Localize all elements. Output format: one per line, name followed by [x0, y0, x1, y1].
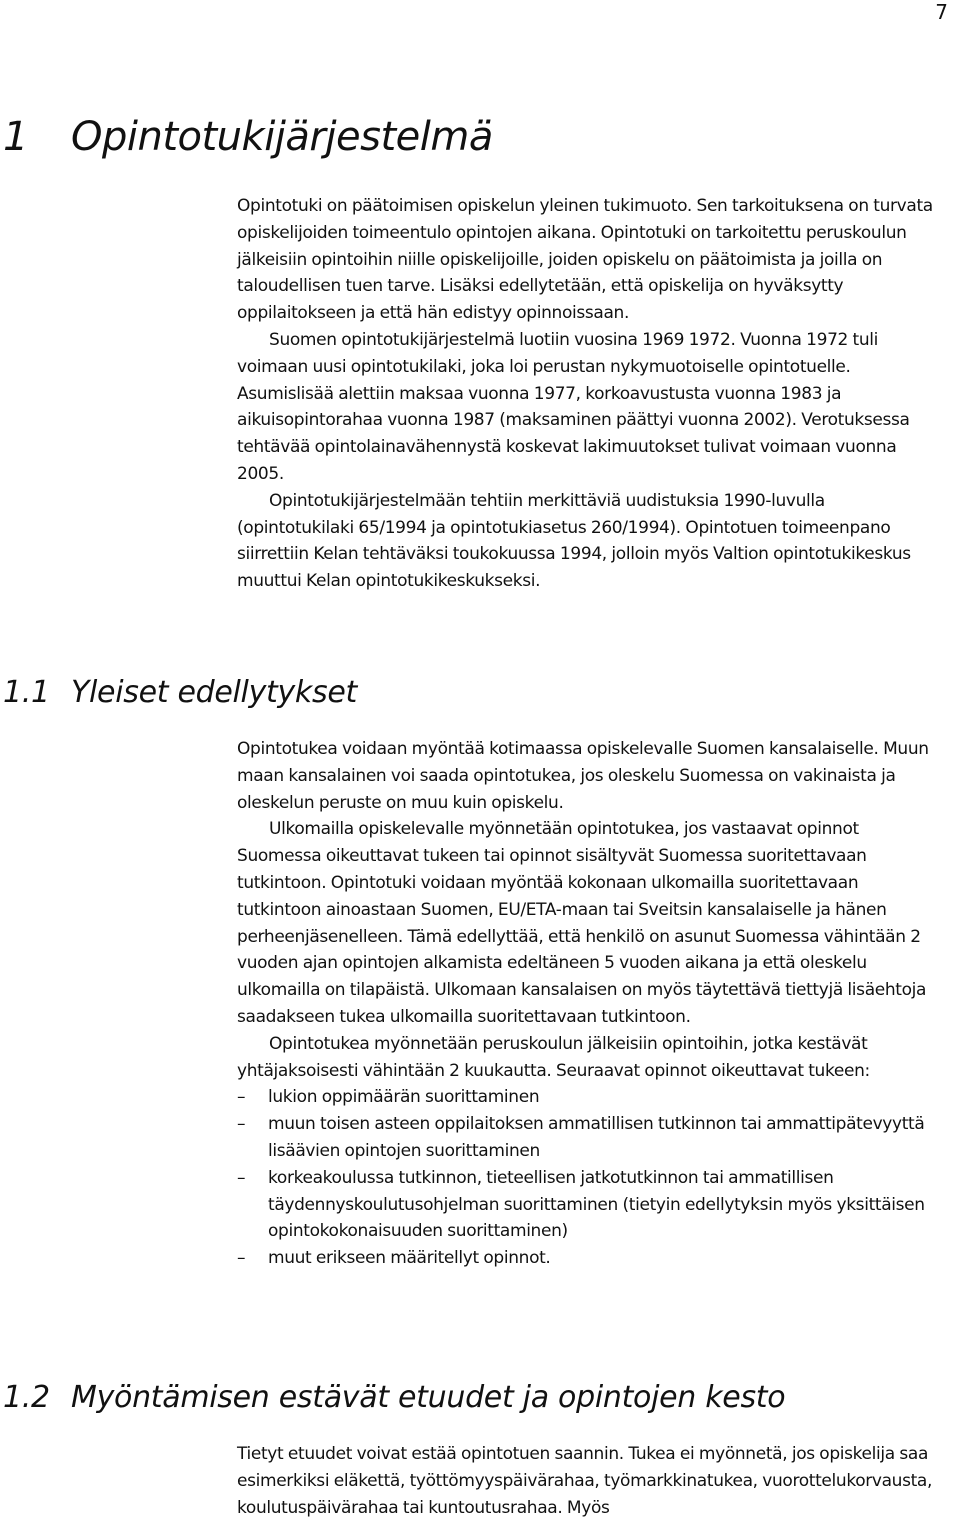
section-1-2-body [237, 1441, 937, 1521]
section-number: 1.1 [3, 675, 50, 710]
eligible-studies-list [237, 1084, 937, 1272]
list-item-text: korkeakoulussa tutkinnon, tieteellisen jatkotutkinnon tai ammatillisen täydennyskoulutusohjelman suorittaminen (tietyin edellytyksin myös yksittäisen opintokokonaisuuden suorittaminen) [268, 1167, 925, 1242]
section-heading-1-2 [3, 1380, 785, 1415]
dash-bullet: – [237, 1114, 246, 1135]
section-heading-1 [3, 114, 493, 160]
paragraph: Suomen opintotukijärjestelmä luotiin vuosina 1969 1972. Vuonna 1972 tuli voimaan uusi opintotukilaki, joka loi perustan nykymuotoiselle opintotuelle. Asumislisää alettiin maksaa vuonna 1977, korkoavustusta vuonna 1983 ja aikuisopintorahaa vuonna 1987 (maksaminen päättyi vuonna 2002). Verotuksessa tehtävää opintolainavähennystä koskevat lakimuutokset tulivat voimaan vuonna 2005. [237, 329, 910, 484]
paragraph: Ulkomailla opiskelevalle myönnetään opintotukea, jos vastaavat opinnot Suomessa oikeuttavat tukeen tai opinnot sisältyvät Suomessa suoritettavaan tutkintoon. Opintotuki voidaan myöntää kokonaan ulkomailla suoritettavaan tutkintoon ainoastaan Suomen, EU/ETA-maan tai Sveitsin kansalaiselle ja hänen perheenjäsenelleen. Tämä edellyttää, että henkilö on asunut Suomessa vähintään 2 vuoden ajan opintojen alkamista edeltäneen 5 vuoden aikana ja että oleskelu ulkomailla on tilapäistä. Ulkomaan kansalaisen on myös täytettävä tiettyjä lisäehtoja saadakseen tukea ulkomailla suoritettavaan tutkintoon. [237, 819, 927, 1027]
section-number: 1 [3, 114, 28, 160]
list-item [237, 1111, 937, 1165]
dash-bullet: – [237, 1087, 246, 1108]
paragraph: Opintotukea myönnetään peruskoulun jälkeisiin opintoihin, jotka kestävät yhtäjaksoisesti vähintään 2 kuukautta. Seuraavat opinnot oikeuttavat tukeen: [237, 1033, 870, 1081]
page-number: 7 [935, 0, 948, 24]
paragraph: Opintotukea voidaan myöntää kotimaassa opiskelevalle Suomen kansalaiselle. Muun maan kansalainen voi saada opintotukea, jos oleskelu Suomessa on vakinaista ja oleskelun peruste on muu kuin opiskelu. [237, 739, 929, 813]
paragraph: Tietyt etuudet voivat estää opintotuen saannin. Tukea ei myönnetä, jos opiskelija saa esimerkiksi eläkettä, työttömyyspäivärahaa, työmarkkinatukea, vuorottelukorvausta, koulutuspäivärahaa tai kuntoutusrahaa. Myös [237, 1444, 933, 1518]
list-item-text: lukion oppimäärän suorittaminen [268, 1087, 540, 1108]
dash-bullet: – [237, 1248, 246, 1269]
paragraph: Opintotukijärjestelmään tehtiin merkittäviä uudistuksia 1990-luvulla (opintotukilaki 65/1994 ja opintotukiasetus 260/1994). Opintotuen toimeenpano siirrettiin Kelan tehtäväksi toukokuussa 1994, jolloin myös Valtion opintotukikeskus muuttui Kelan opintotukikeskukseksi. [237, 490, 911, 592]
list-item [237, 1084, 937, 1111]
section-title: Myöntämisen estävät etuudet ja opintojen kesto [71, 1380, 786, 1415]
list-item [237, 1165, 937, 1245]
list-item [237, 1245, 937, 1272]
list-item-text: muut erikseen määritellyt opinnot. [268, 1248, 551, 1269]
section-1-body [237, 193, 937, 595]
section-heading-1-1 [3, 675, 357, 710]
section-1-1-body [237, 736, 937, 1272]
dash-bullet: – [237, 1167, 246, 1188]
list-item-text: muun toisen asteen oppilaitoksen ammatillisen tutkinnon tai ammattipätevyyttä lisäävien opintojen suorittaminen [268, 1114, 925, 1161]
section-title: Yleiset edellytykset [71, 675, 357, 710]
section-number: 1.2 [3, 1380, 50, 1415]
section-title: Opintotukijärjestelmä [71, 114, 493, 160]
paragraph: Opintotuki on päätoimisen opiskelun yleinen tukimuoto. Sen tarkoituksena on turvata opiskelijoiden toimeentulo opintojen aikana. Opintotuki on tarkoitettu peruskoulun jälkeisiin opintoihin niille opiskelijoille, joiden opiskelu on päätoimista ja joilla on taloudellisen tuen tarve. Lisäksi edellytetään, että opiskelija on hyväksytty oppilaitokseen ja että hän edistyy opinnoissaan. [237, 196, 933, 324]
